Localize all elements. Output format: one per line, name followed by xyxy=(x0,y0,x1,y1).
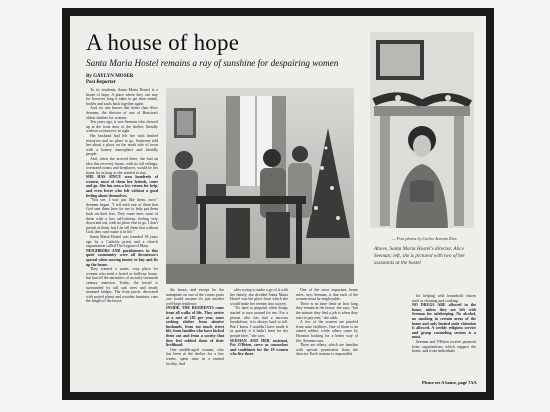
article-paragraph: NO DRUGS ARE allowed in the home, unless they are left with Seeman for safekeeping. No alcohol, no smoking in certain areas of the home and only limited male visitation is allowed. A weekly religious service and group counseling session is a must. xyxy=(412,303,476,340)
jump-line: Please see A house, page 7AA xyxy=(422,380,477,385)
article-paragraph: NEIGHBORS AND parishioners in this quiet community were all downtown's special when moving money to buy and fix up the house. xyxy=(86,248,158,267)
article-paragraph: Santa Maria Hostel was founded 18 years ago by a Catholic priest and a church organization called The Legion of Mary. xyxy=(86,235,158,249)
article-paragraph: One of the most important house rules, says Seeman, is that each of the women must be employable. xyxy=(296,288,358,302)
newspaper-clipping xyxy=(70,16,486,392)
article-paragraph: Her husband had left her with limited resources and no place to go. Someone told her about a place on the north side of town with a homey atmosphere and friendly people. xyxy=(86,133,158,157)
article-paragraph: for helping with household chores such as cleaning and cooking. xyxy=(412,294,476,303)
article-paragraph: SEEMAN AND HER assistant, Pat O'Brien, serve as counselors and confidants for the 19 women who live there. xyxy=(230,338,288,357)
director-photo-image xyxy=(370,32,474,228)
photo-credit: — Post photos by Carlos Antonio Rios xyxy=(392,236,457,241)
text-column-2 xyxy=(166,288,224,380)
article-paragraph: after trying to make a go of it with her family, she decided Santa Maria Hostel was the place from which she would make her reentry into society. xyxy=(230,288,288,306)
byline xyxy=(86,74,133,86)
headline: A house of hope xyxy=(86,30,240,55)
text-column-5 xyxy=(412,294,476,380)
article-paragraph: A few of the women are paroled from state facilities. One of them is an armed robber, while others come by Houston looking for a better way of life, Seeman says. xyxy=(296,320,358,343)
article-paragraph: They wanted a warm, cozy place for women who need a hostel or halfway house, but had all the amenities of an early twentieth century mansion. Today, the hostel is surrounded by tall oak trees and neatly trimmed hedges. The front porch, decorated with potted plants and wooden furniture, runs the length of the house. xyxy=(86,267,158,304)
article-paragraph: There is no time limit on how long they remain at the house, she says, "but the minute they find a job is when they start to pay rent," she adds. xyxy=(296,301,358,320)
article-paragraph: To its residents, Santa Maria Hostel is a house of hope. A place where they can stay for however long it takes to get their minds, bodies and souls back together again. xyxy=(86,88,158,106)
byline-name: By GAYLYN MOSER xyxy=(86,74,134,79)
photo-director xyxy=(370,32,474,228)
subheadline: Santa Maria Hostel remains a ray of sunshine for despairing women xyxy=(86,58,339,68)
article-paragraph: And, when she arrived there, she had an idea this recovery house, with its tall ceilings, oversized rooms and fireplaces, would be her home for as long as she wanted to stay. xyxy=(86,156,158,175)
article-paragraph: There are others, which are families with special permission from the director. Each woman is responsible xyxy=(296,343,358,357)
photo-caption: Above, Santa Maria Hostel's director, Alice Seeman; left, she is pictured with two of her assistants at the hostel xyxy=(374,246,466,267)
interior-photo-image xyxy=(166,88,354,284)
article-paragraph: One middle-aged woman, who has been at the shelter for a few weeks, spent time in a mental facility. And xyxy=(166,347,224,366)
article-paragraph: the house, and except for the nameplate on one of the corner posts one would assume it's just another well-kept residence. xyxy=(166,288,224,306)
article-paragraph: "You see, I was just like them, once," Seeman began. "I tell each one of them that God sent them here for me to help put them back on their feet. They come here, most of them with a low self-esteem, feeling very down and out, with no place else to go. I don't preach at them, but I do tell them that without God, they can't make it in life." xyxy=(86,198,158,235)
article-paragraph: Seeman and O'Brien receive payment from organizations which support the home, and from individuals xyxy=(412,339,476,354)
text-column-3 xyxy=(230,288,288,380)
article-paragraph: "It's hard to pinpoint when things started to turn around for me. For a person who has had a nervous breakdown, it is always hard to tell. But I know I wouldn't have made it as quickly if it hadn't been for the people here," she says. xyxy=(230,306,288,338)
photo-hostel-interior xyxy=(166,88,354,284)
text-column-4 xyxy=(296,288,358,380)
byline-role: Post Reporter xyxy=(86,80,116,85)
article-paragraph: And, no one knows that better than Alice Seeman, the director of one of Houston's oldest shelters for women. xyxy=(86,106,158,120)
article-paragraph: SHE HAS SINCE seen hundreds of women, most of them her friends, come and go. She has seen a few return for help, and even fewer who left without a good feeling about themselves. xyxy=(86,175,158,198)
article-paragraph: INSIDE, THE RESIDENTS come from all walks of life. They arrive at a rate of 185 per year, some seeking shelter from abusive husbands, from too much street life, from families who have kicked them out and from a society that they feel robbed them of their livelihood. xyxy=(166,306,224,348)
article-paragraph: Ten years ago, it was Seeman who showed up at the front door of the shelter, literally without a tomorrow in sight. xyxy=(86,120,158,134)
text-column-1 xyxy=(86,88,158,384)
